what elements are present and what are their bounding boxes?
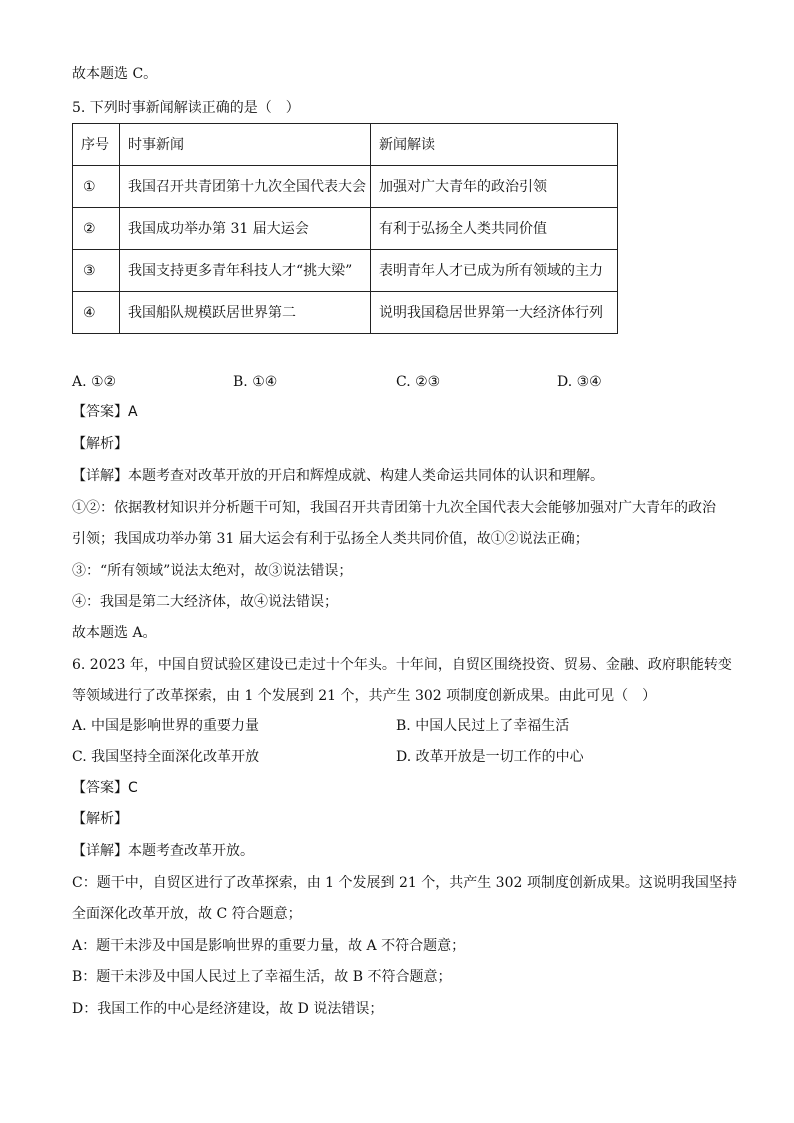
q6-stem-line-2: 等领域进行了改革探索，由 1 个发展到 21 个，共产生 302 项制度创新成果。由此可见（ ） <box>72 688 657 704</box>
table-row <box>73 250 618 292</box>
q6-option-c: C. 我国坚持全面深化改革开放 <box>72 749 260 765</box>
q6-explanation-a: A：题干未涉及中国是影响世界的重要力量，故 A 不符合题意； <box>72 938 466 954</box>
q5-option-c: C. ②③ <box>396 374 441 390</box>
row-news: 我国船队规模跃居世界第二 <box>120 292 371 334</box>
q6-option-d: D. 改革开放是一切工作的中心 <box>396 749 584 765</box>
table-header-row <box>73 124 618 166</box>
q5-explanation-2: ③：“所有领域”说法太绝对，故③说法错误； <box>72 563 353 579</box>
q5-answer: 【答案】A <box>72 404 138 420</box>
q5-news-table <box>72 123 618 334</box>
q6-analysis-heading: 【解析】 <box>72 811 128 827</box>
q5-stem: 5. 下列时事新闻解读正确的是（ ） <box>72 100 300 116</box>
row-index: ① <box>73 166 120 208</box>
q6-explanation-c-1: C：题干中，自贸区进行了改革探索，由 1 个发展到 21 个，共产生 302 项制度创新成果。这说明我国坚持 <box>72 875 737 891</box>
q5-explanation-1a: ①②：依据教材知识并分析题干可知，我国召开共青团第十九次全国代表大会能够加强对广大青年的政治 <box>72 500 716 516</box>
row-index: ④ <box>73 292 120 334</box>
q6-option-b: B. 中国人民过上了幸福生活 <box>396 718 570 734</box>
q5-option-b: B. ①④ <box>233 374 278 390</box>
header-index: 序号 <box>73 124 120 166</box>
row-interpretation: 有利于弘扬全人类共同价值 <box>371 208 618 250</box>
q5-analysis-heading: 【解析】 <box>72 436 128 452</box>
q6-explanation-b: B：题干未涉及中国人民过上了幸福生活，故 B 不符合题意； <box>72 969 452 985</box>
row-news: 我国召开共青团第十九次全国代表大会 <box>120 166 371 208</box>
row-news: 我国成功举办第 31 届大运会 <box>120 208 371 250</box>
header-interpretation: 新闻解读 <box>371 124 618 166</box>
q5-detail: 【详解】本题考查对改革开放的开启和辉煌成就、构建人类命运共同体的认识和理解。 <box>72 468 604 484</box>
q5-explanation-3: ④：我国是第二大经济体，故④说法错误； <box>72 594 338 610</box>
q6-explanation-c-2: 全面深化改革开放，故 C 符合题意； <box>72 906 302 922</box>
row-interpretation: 说明我国稳居世界第一大经济体行列 <box>371 292 618 334</box>
previous-conclusion: 故本题选 C。 <box>72 66 158 82</box>
table-row <box>73 208 618 250</box>
row-news: 我国支持更多青年科技人才“挑大梁” <box>120 250 371 292</box>
q5-conclusion: 故本题选 A。 <box>72 625 157 641</box>
row-index: ② <box>73 208 120 250</box>
q6-answer: 【答案】C <box>72 780 138 796</box>
q5-option-a: A. ①② <box>72 374 117 390</box>
row-interpretation: 表明青年人才已成为所有领域的主力 <box>371 250 618 292</box>
row-index: ③ <box>73 250 120 292</box>
header-news: 时事新闻 <box>120 124 371 166</box>
q6-stem-line-1: 6. 2023 年，中国自贸试验区建设已走过十个年头。十年间，自贸区围绕投资、贸易、金融、政府职能转变 <box>72 657 732 673</box>
row-interpretation: 加强对广大青年的政治引领 <box>371 166 618 208</box>
q5-option-d: D. ③④ <box>557 374 602 390</box>
q6-option-a: A. 中国是影响世界的重要力量 <box>72 718 260 734</box>
table-row <box>73 166 618 208</box>
q6-explanation-d: D：我国工作的中心是经济建设，故 D 说法错误； <box>72 1001 384 1017</box>
table-row <box>73 292 618 334</box>
q5-explanation-1b: 引领；我国成功举办第 31 届大运会有利于弘扬全人类共同价值，故①②说法正确； <box>72 531 589 547</box>
q6-detail: 【详解】本题考查改革开放。 <box>72 843 254 859</box>
